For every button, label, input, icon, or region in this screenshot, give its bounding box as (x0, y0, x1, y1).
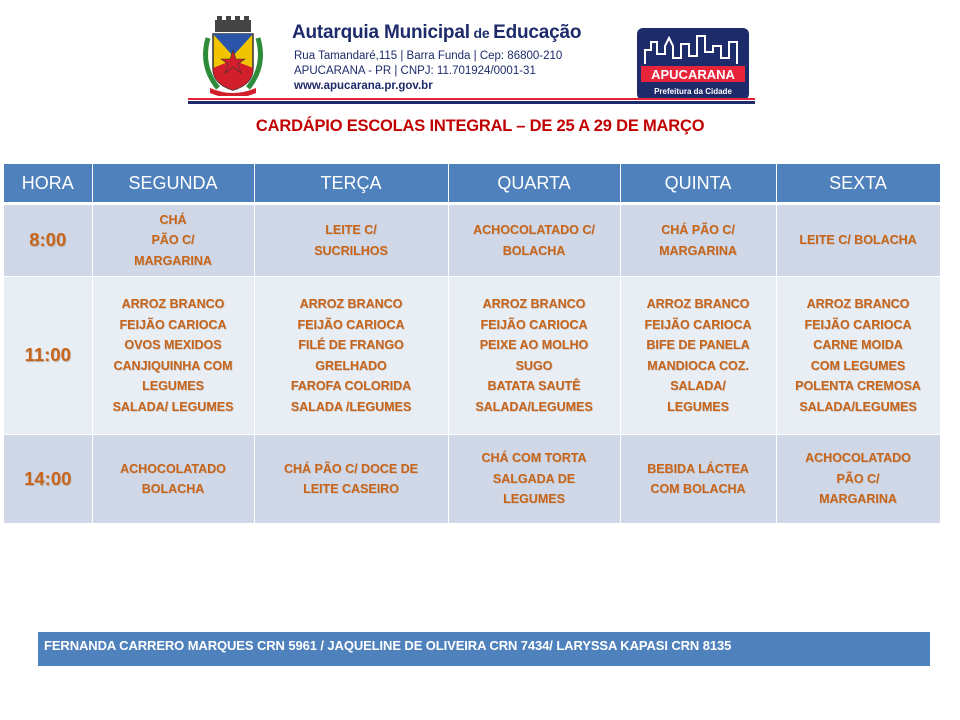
column-header-hora: HORA (4, 164, 92, 204)
menu-line: PÃO C/ (151, 233, 195, 248)
menu-line: ACHOCOLATADO (120, 461, 226, 476)
menu-line: MARGARINA (819, 492, 897, 507)
menu-line: SUGO (515, 358, 553, 373)
header-divider-navy (188, 101, 755, 104)
menu-line: LEGUMES (142, 379, 204, 393)
menu-line: ACHOCOLATADO C/ (473, 223, 595, 237)
header-divider-red (188, 98, 755, 100)
menu-cell-terca (254, 277, 448, 435)
column-header-sexta: SEXTA (776, 164, 940, 204)
city-logo (637, 28, 749, 100)
menu-line: SALADA/ LEGUMES (112, 399, 234, 414)
menu-line: BATATA SAUTÊ (487, 379, 581, 393)
page-title-text: CARDÁPIO ESCOLAS INTEGRAL – DE 25 A 29 DE MARÇO (255, 116, 705, 135)
column-header-quarta: QUARTA (448, 164, 620, 204)
skyline-icon (637, 28, 749, 100)
menu-cell-sexta (776, 277, 940, 435)
menu-line: ARROZ BRANCO (299, 297, 403, 311)
menu-line: FAROFA COLORIDA (290, 379, 412, 393)
menu-line: CARNE MOIDA (813, 338, 903, 352)
menu-line: CANJIQUINHA COM (113, 358, 233, 373)
menu-line: OVOS MEXIDOS (124, 338, 222, 352)
menu-line: COM BOLACHA (650, 482, 746, 496)
menu-line: BOLACHA (502, 243, 566, 258)
menu-line: SALADA/LEGUMES (475, 399, 593, 414)
city-logo-subtitle: Prefeitura da Cidade (654, 87, 732, 96)
menu-line: LEGUMES (503, 492, 565, 507)
menu-line: BEBIDA LÁCTEA (647, 461, 749, 476)
menu-line: FEIJÃO CARIOCA (804, 317, 912, 332)
menu-line: MARGARINA (659, 243, 737, 258)
menu-line: FEIJÃO CARIOCA (119, 317, 227, 332)
org-website: www.apucarana.pr.gov.br (294, 80, 433, 92)
nutritionists-footer: FERNANDA CARRERO MARQUES CRN 5961 / JAQUELINE DE OLIVEIRA CRN 7434/ LARYSSA KAPASI CRN 8135 (38, 632, 930, 666)
menu-cell-terca (254, 204, 448, 277)
table-row (4, 435, 940, 524)
hour-cell: 11:00 (4, 277, 92, 435)
menu-cell-segunda (92, 435, 254, 524)
menu-cell-segunda (92, 204, 254, 277)
org-name-end: Educação (493, 22, 582, 43)
menu-line: PEIXE AO MOLHO (479, 338, 589, 352)
hour-cell: 14:00 (4, 435, 92, 524)
menu-line: CHÁ COM TORTA (481, 451, 587, 466)
menu-line: POLENTA CREMOSA (795, 379, 921, 393)
menu-line: GRELHADO (315, 358, 387, 373)
menu-cell-quinta (620, 435, 776, 524)
menu-line: ARROZ BRANCO (806, 297, 910, 311)
menu-line: LEGUMES (667, 399, 729, 414)
menu-cell-quinta (620, 204, 776, 277)
menu-cell-quinta (620, 277, 776, 435)
org-title (292, 22, 581, 44)
column-header-segunda: SEGUNDA (92, 164, 254, 204)
menu-line: COM LEGUMES (810, 358, 906, 373)
menu-cell-sexta (776, 435, 940, 524)
menu-line: ARROZ BRANCO (121, 297, 225, 311)
menu-cell-sexta (776, 204, 940, 277)
menu-line: SALGADA DE (492, 471, 576, 486)
city-logo-name: APUCARANA (651, 67, 735, 82)
menu-cell-quarta (448, 204, 620, 277)
menu-line: CHÁ PÃO C/ DOCE DE (283, 461, 419, 476)
org-city-cnpj: APUCARANA - PR | CNPJ: 11.701924/0001-31 (294, 65, 536, 77)
column-header-terca: TERÇA (254, 164, 448, 204)
table-header-row (4, 164, 940, 204)
menu-line: SALADA/LEGUMES (799, 399, 917, 414)
hour-cell: 8:00 (4, 204, 92, 277)
menu-line: ARROZ BRANCO (646, 297, 750, 311)
menu-line: FEIJÃO CARIOCA (480, 317, 588, 332)
menu-line: SUCRILHOS (314, 243, 388, 258)
menu-line: SALADA /LEGUMES (290, 399, 412, 414)
org-name-connector: de (469, 25, 494, 41)
menu-line: LEITE CASEIRO (303, 482, 399, 496)
menu-line: FEIJÃO CARIOCA (297, 317, 405, 332)
menu-table (4, 164, 941, 524)
menu-line: CHÁ PÃO C/ (661, 223, 735, 237)
menu-line: FEIJÃO CARIOCA (644, 317, 752, 332)
table-row (4, 277, 940, 435)
table-row (4, 204, 940, 277)
menu-line: ARROZ BRANCO (482, 297, 586, 311)
menu-line: ACHOCOLATADO (805, 451, 911, 466)
page-title (0, 116, 960, 136)
column-header-quinta: QUINTA (620, 164, 776, 204)
header-banner (188, 12, 755, 104)
menu-line: CHÁ (159, 212, 187, 227)
municipal-crest-icon (200, 16, 266, 96)
menu-line: BIFE DE PANELA (646, 338, 750, 352)
menu-line: SALADA/ (670, 379, 726, 393)
menu-cell-quarta (448, 277, 620, 435)
menu-line: BOLACHA (141, 482, 205, 496)
menu-line: MARGARINA (134, 253, 212, 268)
org-name-main: Autarquia Municipal (292, 22, 470, 43)
menu-line: LEITE C/ BOLACHA (799, 233, 917, 248)
org-address: Rua Tamandaré,115 | Barra Funda | Cep: 86800-210 (294, 50, 563, 62)
menu-line: FILÉ DE FRANGO (298, 338, 404, 352)
menu-line: PÃO C/ (836, 471, 880, 486)
menu-line: MANDIOCA COZ. (647, 358, 749, 373)
menu-cell-segunda (92, 277, 254, 435)
menu-cell-quarta (448, 435, 620, 524)
menu-cell-terca (254, 435, 448, 524)
menu-line: LEITE C/ (325, 223, 377, 237)
